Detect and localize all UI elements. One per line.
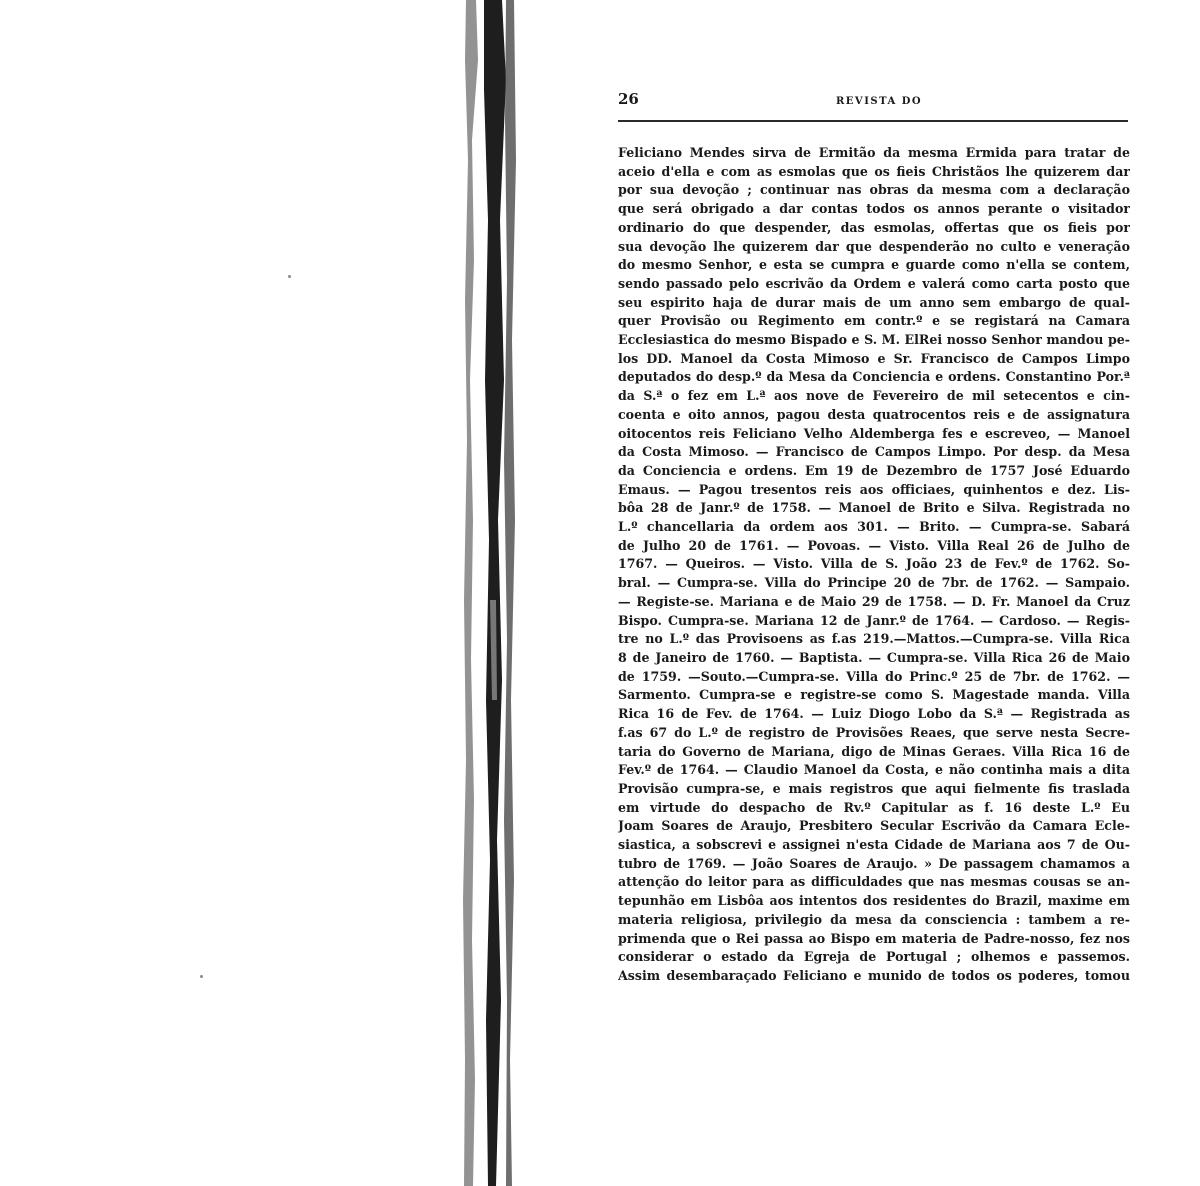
book-page: [618, 88, 1130, 1048]
text-line: Feliciano Mendes sirva de Ermitão da mesma Ermida para tratar de: [618, 145, 1130, 160]
text-line: considerar o estado da Egreja de Portugal ; olhemos e passemos.: [618, 949, 1130, 965]
text-line: — Registe-se. Mariana e de Maio 29 de 1758. — D. Fr. Manoel da Cruz: [618, 593, 1130, 609]
text-line: primenda que o Rei passa ao Bispo em materia de Padre-nosso, fez nos: [618, 930, 1130, 946]
text-line: siastica, a sobscrevi e assignei n'esta Cidade de Mariana aos 7 de Ou-: [618, 837, 1130, 853]
book-spine-gutter: [462, 0, 524, 1186]
text-line: de Julho 20 de 1761. — Povoas. — Visto. Villa Real 26 de Julho de: [618, 537, 1130, 553]
text-line: seu espirito haja de durar mais de um anno sem embargo de qual-: [618, 294, 1130, 310]
text-line: taria do Governo de Mariana, digo de Minas Geraes. Villa Rica 16 de: [618, 743, 1130, 759]
scan-speck: [200, 975, 203, 978]
text-line: quer Provisão ou Regimento em contr.º e se registará na Camara: [618, 313, 1130, 329]
scan-speck: [288, 275, 291, 278]
body-text: [618, 144, 1130, 986]
text-line: oitocentos reis Feliciano Velho Aldemberga fes e escreveo, — Manoel: [618, 425, 1130, 441]
text-line: tepunhão em Lisbôa aos intentos dos residentes do Brazil, maxime em: [618, 893, 1130, 909]
page-number: 26: [618, 90, 639, 108]
text-line: aceio d'ella e com as esmolas que os fieis Christãos lhe quizerem dar: [618, 163, 1130, 179]
text-line: por sua devoção ; continuar nas obras da mesma com a declaração: [618, 182, 1130, 198]
header-rule: [618, 120, 1128, 122]
text-line: Joam Soares de Araujo, Presbitero Secular Escrivão da Camara Ecle-: [618, 818, 1130, 834]
text-line: Rica 16 de Fev. de 1764. — Luiz Diogo Lobo da S.ª — Registrada as: [618, 706, 1130, 722]
text-line: Ecclesiastica do mesmo Bispado e S. M. ElRei nosso Senhor mandou pe-: [618, 332, 1130, 348]
text-line: sua devoção lhe quizerem dar que despenderão no culto e veneração: [618, 238, 1130, 254]
text-line: 1767. — Queiros. — Visto. Villa de S. João 23 de Fev.º de 1762. So-: [618, 556, 1130, 572]
text-line: da Conciencia e ordens. Em 19 de Dezembro de 1757 José Eduardo: [618, 462, 1130, 478]
text-line: sendo passado pelo escrivão da Ordem e valerá como carta posto que: [618, 275, 1130, 291]
page-header: [618, 88, 1130, 114]
text-line: da Costa Mimoso. — Francisco de Campos Limpo. Por desp. da Mesa: [618, 444, 1130, 460]
text-line: 8 de Janeiro de 1760. — Baptista. — Cumpra-se. Villa Rica 26 de Maio: [618, 649, 1130, 665]
text-line: do mesmo Senhor, e esta se cumpra e guarde como n'ella se contem,: [618, 257, 1130, 273]
text-line: Fev.º de 1764. — Claudio Manoel da Costa, e não continha mais a dita: [618, 762, 1130, 778]
text-line: Assim desembaraçado Feliciano e munido de todos os poderes, tomou: [618, 967, 1130, 983]
text-line: que será obrigado a dar contas todos os annos perante o visitador: [618, 201, 1130, 217]
text-line: attenção do leitor para as difficuldades que nas mesmas cousas se an-: [618, 874, 1130, 890]
text-line: tre no L.º das Provisoens as f.as 219.—Mattos.—Cumpra-se. Villa Rica: [618, 631, 1130, 647]
text-line: ordinario do que despender, das esmolas, offertas que os fieis por: [618, 219, 1130, 235]
text-line: bral. — Cumpra-se. Villa do Principe 20 de 7br. de 1762. — Sampaio.: [618, 575, 1130, 591]
running-head: REVISTA DO: [836, 96, 923, 107]
text-line: Emaus. — Pagou tresentos reis aos officiaes, quinhentos e dez. Lis-: [618, 481, 1130, 497]
text-line: Sarmento. Cumpra-se e registre-se como S. Magestade manda. Villa: [618, 687, 1130, 703]
text-line: em virtude do despacho de Rv.º Capitular as f. 16 deste L.º Eu: [618, 799, 1130, 815]
text-line: los DD. Manoel da Costa Mimoso e Sr. Francisco de Campos Limpo: [618, 350, 1130, 366]
text-line: L.º chancellaria da ordem aos 301. — Brito. — Cumpra-se. Sabará: [618, 519, 1130, 535]
text-line: coenta e oito annos, pagou desta quatrocentos reis e de assignatura: [618, 406, 1130, 422]
text-line: tubro de 1769. — João Soares de Araujo. » De passagem chamamos a: [618, 855, 1130, 871]
text-line: Bispo. Cumpra-se. Mariana 12 de Janr.º de 1764. — Cardoso. — Regis-: [618, 612, 1130, 628]
text-line: de 1759. —Souto.—Cumpra-se. Villa do Princ.º 25 de 7br. de 1762. —: [618, 668, 1130, 684]
text-line: f.as 67 do L.º de registro de Provisões Reaes, que serve nesta Secre-: [618, 724, 1130, 740]
text-line: bôa 28 de Janr.º de 1758. — Manoel de Brito e Silva. Registrada no: [618, 500, 1130, 516]
text-line: da S.ª o fez em L.ª aos nove de Fevereiro de mil setecentos e cin-: [618, 388, 1130, 404]
text-line: Provisão cumpra-se, e mais registros que aqui fielmente fis traslada: [618, 780, 1130, 796]
text-line: deputados do desp.º da Mesa da Conciencia e ordens. Constantino Por.ª: [618, 369, 1130, 385]
text-line: materia religiosa, privilegio da mesa da consciencia : tambem a re-: [618, 911, 1130, 927]
